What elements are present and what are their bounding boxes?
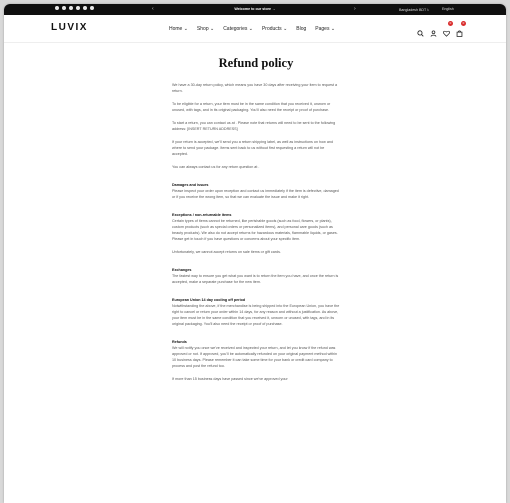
menu-item-products[interactable]: Products ⌄ [261,26,288,32]
menu-item-blog[interactable]: Blog [296,26,307,32]
menu-item-shop[interactable]: Shop ⌄ [196,26,215,32]
policy-paragraph: Unfortunately, we cannot accept returns on sale items or gift cards. [172,250,281,254]
chevron-right-icon[interactable]: › [354,6,356,12]
chevron-left-icon[interactable]: ‹ [152,6,154,12]
header-icons [417,21,465,31]
search-icon[interactable] [417,24,424,31]
browser-frame [4,4,506,503]
cart-icon[interactable] [456,21,465,31]
section-heading-damages: Damages and issues [172,183,209,187]
header [4,15,506,43]
menu-item-pages[interactable]: Pages ⌄ [315,26,336,32]
announcement-text[interactable]: Welcome to our store → [234,7,276,11]
policy-paragraph: We have a 30-day return policy, which means you have 30 days after receiving your item to request a return. [172,83,338,93]
currency-selector[interactable]: Bangladesh BDT ৳ [399,8,429,12]
policy-paragraph: The fastest way to ensure you get what you want is to return the item you have, and once the return is accepted, make a separate purchase for the new item. [172,274,339,284]
menu-item-home[interactable]: Home ⌄ [169,26,188,32]
policy-paragraph: Certain types of items cannot be returned, like perishable goods (such as food, flowers, or plants), custom products (such as special orders or personalized items), and personal care goods (such as beauty products). We also do not accept returns for hazardous materials, flammable liquids, or gases. Please get in touch if you have questions or concerns about your specific item. [172,219,338,241]
policy-paragraph: If your return is accepted, we'll send you a return shipping label, as well as instructions on how and where to send your package. Items sent back to us without first requesting a return will not be accepted. [172,140,333,156]
policy-paragraph: Please inspect your order upon reception and contact us immediately if the item is defective, damaged or if you receive the wrong item, so that we can evaluate the issue and make it right. [172,189,339,199]
page-title: Refund policy [218,56,294,70]
policy-content [172,56,340,389]
wishlist-icon[interactable] [443,21,452,31]
logo[interactable]: LUVIX [51,22,88,33]
policy-paragraph: We will notify you once we've received and inspected your return, and let you know if the refund was approved or not. If approved, you'll be automatically refunded on your original payment method within 10 business days. Please remember it can take some time for your bank or credit card company to process and post the refund too. [172,346,338,368]
main-menu [169,26,335,32]
section-heading-refunds: Refunds [172,340,187,344]
menu-item-categories[interactable]: Categories ⌄ [223,26,253,32]
cart-count-badge: 0 [462,21,465,25]
account-icon[interactable] [430,24,437,31]
section-heading-exceptions: Exceptions / non-returnable items [172,213,232,217]
section-heading-eu: European Union 14 day cooling off period [172,298,246,302]
policy-paragraph: If more than 15 business days have passed since we've approved your [172,377,288,381]
language-selector[interactable]: English [442,7,454,11]
policy-paragraph: Notwithstanding the above, if the merchandise is being shipped into the European Union, you have the right to cancel or return your order within 14 days, for any reason and without a justification. As above, your item must be in the same condition that you received it, unworn or unused, with tags, and in its original packaging. You'll also need the receipt or proof of purchase. [172,304,340,326]
wishlist-count-badge: 0 [449,21,452,25]
policy-paragraph: To be eligible for a return, your item must be in the same condition that you received it, unworn or unused, with tags, and in its original packaging. You'll also need the receipt or proof of purchase. [172,102,331,112]
policy-paragraph: To start a return, you can contact us at . Please note that returns will need to be sent to the following address: [INSERT RETURN ADDRESS] [172,121,336,131]
announcement-bar [4,4,506,15]
section-heading-exchanges: Exchanges [172,268,192,272]
policy-paragraph: You can always contact us for any return question at . [172,165,260,169]
